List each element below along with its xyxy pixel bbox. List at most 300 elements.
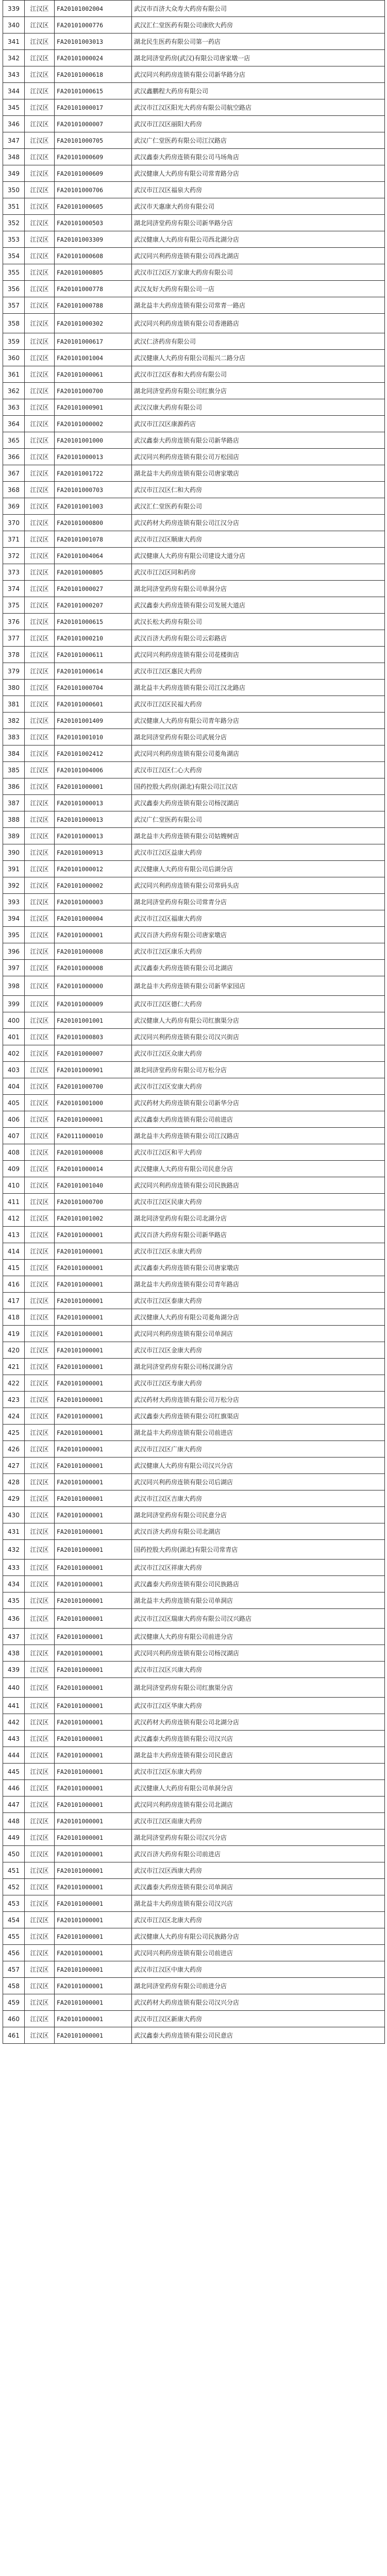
- pharmacy-name-cell: 武汉鑫鹏程大药房有限公司: [132, 83, 385, 99]
- pharmacy-name-cell: 武汉鑫泰大药房连锁有限公司唐家墩店: [132, 1260, 385, 1276]
- table-row: [3, 33, 385, 50]
- license-code-cell: FA20101000013: [55, 811, 132, 828]
- row-number: 409: [3, 1161, 25, 1177]
- pharmacy-name-cell: 武汉市江汉区泰康大药房: [132, 1293, 385, 1309]
- table-row: [3, 614, 385, 630]
- pharmacy-name-cell: 武汉药材大药房连锁有限公司江汉分店: [132, 515, 385, 531]
- row-number: 351: [3, 198, 25, 215]
- pharmacy-name-cell: 武汉市江汉区同和药房: [132, 564, 385, 581]
- pharmacy-name-cell: 武汉药材大药房连锁有限公司新华分店: [132, 1095, 385, 1111]
- table-row: [3, 264, 385, 281]
- pharmacy-name-cell: 湖北同济堂药房有限公司杨汊湖分店: [132, 1359, 385, 1375]
- table-row: [3, 1128, 385, 1144]
- row-number: 453: [3, 1895, 25, 1912]
- row-number: 435: [3, 1592, 25, 1609]
- pharmacy-name-cell: 武汉市江汉区德仁大药房: [132, 996, 385, 1012]
- pharmacy-name-cell: 武汉市江汉区仁心大药房: [132, 762, 385, 778]
- pharmacy-name-cell: 武汉鑫泰大药房连锁有限公司单洞店: [132, 1879, 385, 1895]
- table-row: [3, 910, 385, 927]
- table-row: [3, 149, 385, 165]
- row-number: 392: [3, 877, 25, 894]
- row-number: 419: [3, 1326, 25, 1342]
- district-cell: 江汉区: [25, 1425, 55, 1441]
- table-row: [3, 17, 385, 33]
- district-cell: 江汉区: [25, 1629, 55, 1645]
- district-cell: 江汉区: [25, 729, 55, 745]
- table-row: [3, 1961, 385, 1978]
- district-cell: 江汉区: [25, 1012, 55, 1029]
- row-number: 383: [3, 729, 25, 745]
- row-number: 397: [3, 960, 25, 976]
- table-row: [3, 449, 385, 465]
- row-number: 447: [3, 1797, 25, 1813]
- table-row: [3, 248, 385, 264]
- district-cell: 江汉区: [25, 1978, 55, 1994]
- pharmacy-name-cell: 武汉鑫泰大药房连锁有限公司马场角店: [132, 149, 385, 165]
- table-row: [3, 1276, 385, 1293]
- row-number: 342: [3, 50, 25, 66]
- row-number: 406: [3, 1111, 25, 1128]
- district-cell: 江汉区: [25, 149, 55, 165]
- table-row: [3, 1879, 385, 1895]
- row-number: 451: [3, 1862, 25, 1879]
- license-code-cell: FA20101000001: [55, 1764, 132, 1780]
- table-row: [3, 1260, 385, 1276]
- pharmacy-name-cell: 武汉鑫泰大药房连锁有限公司汉兴店: [132, 1731, 385, 1747]
- pharmacy-name-cell: 武汉市江汉区永康大药房: [132, 1243, 385, 1260]
- license-code-cell: FA20101000605: [55, 198, 132, 215]
- row-number: 380: [3, 680, 25, 696]
- district-cell: 江汉区: [25, 663, 55, 680]
- table-row: [3, 894, 385, 910]
- license-code-cell: FA20101000001: [55, 1276, 132, 1293]
- pharmacy-name-cell: 武汉鑫泰大药房连锁有限公司民意店: [132, 2027, 385, 2044]
- table-row: [3, 281, 385, 297]
- district-cell: 江汉区: [25, 927, 55, 943]
- pharmacy-name-cell: 湖北益丰大药房连锁有限公司青年路店: [132, 1276, 385, 1293]
- license-code-cell: FA20101000001: [55, 1629, 132, 1645]
- pharmacy-name-cell: 武汉百济大药房有限公司唐家墩店: [132, 927, 385, 943]
- district-cell: 江汉区: [25, 399, 55, 416]
- district-cell: 江汉区: [25, 1764, 55, 1780]
- pharmacy-name-cell: 武汉市江汉区康乐大药房: [132, 943, 385, 960]
- row-number: 420: [3, 1342, 25, 1359]
- license-code-cell: FA20101000805: [55, 564, 132, 581]
- pharmacy-name-cell: 武汉健康人大药房有限公司前进分店: [132, 1629, 385, 1645]
- row-number: 459: [3, 1994, 25, 2011]
- row-number: 353: [3, 231, 25, 248]
- district-cell: 江汉区: [25, 66, 55, 83]
- license-code-cell: FA20101000008: [55, 1144, 132, 1161]
- table-row: [3, 795, 385, 811]
- district-cell: 江汉区: [25, 297, 55, 314]
- pharmacy-name-cell: 武汉市江汉区吉康大药房: [132, 1490, 385, 1507]
- license-code-cell: FA20101000703: [55, 482, 132, 498]
- row-number: 427: [3, 1458, 25, 1474]
- row-number: 418: [3, 1309, 25, 1326]
- table-row: [3, 416, 385, 432]
- district-cell: 江汉区: [25, 1309, 55, 1326]
- table-row: [3, 1425, 385, 1441]
- license-code-cell: FA20101000001: [55, 1714, 132, 1731]
- row-number: 343: [3, 66, 25, 83]
- district-cell: 江汉区: [25, 1507, 55, 1523]
- district-cell: 江汉区: [25, 778, 55, 795]
- row-number: 416: [3, 1276, 25, 1293]
- pharmacy-name-cell: 武汉百济大药房有限公司北湖店: [132, 1523, 385, 1540]
- license-code-cell: FA20101001010: [55, 729, 132, 745]
- pharmacy-name-cell: 湖北益丰大药房连锁有限公司江汉北路店: [132, 680, 385, 696]
- license-code-cell: FA20101000061: [55, 366, 132, 383]
- row-number: 366: [3, 449, 25, 465]
- district-cell: 江汉区: [25, 861, 55, 877]
- table-row: [3, 1576, 385, 1592]
- row-number: 387: [3, 795, 25, 811]
- pharmacy-name-cell: 武汉鑫泰大药房连锁有限公司红旗渠店: [132, 1408, 385, 1425]
- license-code-cell: FA20101000013: [55, 449, 132, 465]
- row-number: 424: [3, 1408, 25, 1425]
- license-code-cell: FA20101000001: [55, 1474, 132, 1490]
- row-number: 444: [3, 1747, 25, 1764]
- row-number: 367: [3, 465, 25, 482]
- table-row: [3, 1797, 385, 1813]
- table-row: [3, 1359, 385, 1375]
- pharmacy-name-cell: 武汉市江汉区春和大药房有限公司: [132, 366, 385, 383]
- pharmacy-name-cell: 武汉同兴利药房连锁有限公司新华路分店: [132, 66, 385, 83]
- license-code-cell: FA20101000601: [55, 696, 132, 713]
- table-row: [3, 996, 385, 1012]
- district-cell: 江汉区: [25, 1862, 55, 1879]
- table-row: [3, 432, 385, 449]
- pharmacy-name-cell: 武汉市江汉区新康大药房: [132, 2011, 385, 2027]
- row-number: 371: [3, 531, 25, 548]
- license-code-cell: FA20101000901: [55, 1062, 132, 1078]
- license-code-cell: FA20101000700: [55, 1078, 132, 1095]
- license-code-cell: FA20101000001: [55, 1490, 132, 1507]
- pharmacy-name-cell: 武汉同兴利药房连锁有限公司北湖店: [132, 1797, 385, 1813]
- pharmacy-name-cell: 武汉同兴利药房连锁有限公司西北湖店: [132, 248, 385, 264]
- table-body: [3, 1, 385, 2044]
- pharmacy-name-cell: 武汉市江汉区阳光大药房有限公司航空路店: [132, 99, 385, 116]
- license-code-cell: FA20101000000: [55, 976, 132, 996]
- license-code-cell: FA20101000001: [55, 1342, 132, 1359]
- license-code-cell: FA20101000027: [55, 581, 132, 597]
- license-code-cell: FA20101000014: [55, 1161, 132, 1177]
- district-cell: 江汉区: [25, 581, 55, 597]
- row-number: 399: [3, 996, 25, 1012]
- pharmacy-name-cell: 国药控股大药房(湖北)有限公司江汉店: [132, 778, 385, 795]
- license-code-cell: FA20101001002: [55, 1210, 132, 1227]
- row-number: 443: [3, 1731, 25, 1747]
- district-cell: 江汉区: [25, 1177, 55, 1194]
- row-number: 408: [3, 1144, 25, 1161]
- pharmacy-name-cell: 武汉仁济药房有限公司: [132, 333, 385, 350]
- district-cell: 江汉区: [25, 564, 55, 581]
- pharmacy-name-cell: 湖北益丰大药房连锁有限公司姑嫂树店: [132, 828, 385, 844]
- row-number: 433: [3, 1560, 25, 1576]
- pharmacy-name-cell: 武汉药材大药房连锁有限公司万松分店: [132, 1392, 385, 1408]
- table-row: [3, 1078, 385, 1095]
- row-number: 421: [3, 1359, 25, 1375]
- license-code-cell: FA20101000207: [55, 597, 132, 614]
- table-row: [3, 713, 385, 729]
- district-cell: 江汉区: [25, 1523, 55, 1540]
- row-number: 386: [3, 778, 25, 795]
- table-row: [3, 198, 385, 215]
- table-row: [3, 1293, 385, 1309]
- row-number: 341: [3, 33, 25, 50]
- row-number: 407: [3, 1128, 25, 1144]
- pharmacy-name-cell: 湖北益丰大药房连锁有限公司唐家墩店: [132, 465, 385, 482]
- district-cell: 江汉区: [25, 1731, 55, 1747]
- license-code-cell: FA20101000013: [55, 828, 132, 844]
- license-code-cell: FA20101000001: [55, 1678, 132, 1698]
- row-number: 454: [3, 1912, 25, 1928]
- pharmacy-name-cell: 武汉市江汉区丽阳大药房: [132, 116, 385, 132]
- table-row: [3, 1764, 385, 1780]
- license-code-cell: FA20101000001: [55, 1945, 132, 1961]
- district-cell: 江汉区: [25, 960, 55, 976]
- pharmacy-name-cell: 武汉健康人大药房有限公司后湖分店: [132, 861, 385, 877]
- district-cell: 江汉区: [25, 1928, 55, 1945]
- row-number: 446: [3, 1780, 25, 1797]
- row-number: 396: [3, 943, 25, 960]
- district-cell: 江汉区: [25, 1375, 55, 1392]
- district-cell: 江汉区: [25, 1645, 55, 1662]
- license-code-cell: FA20101000001: [55, 1523, 132, 1540]
- district-cell: 江汉区: [25, 1662, 55, 1678]
- row-number: 434: [3, 1576, 25, 1592]
- row-number: 400: [3, 1012, 25, 1029]
- license-code-cell: FA20101000001: [55, 1994, 132, 2011]
- table-row: [3, 50, 385, 66]
- license-code-cell: FA20101000001: [55, 1243, 132, 1260]
- row-number: 395: [3, 927, 25, 943]
- pharmacy-name-cell: 湖北益丰大药房连锁有限公司汉兴店: [132, 1895, 385, 1912]
- table-row: [3, 215, 385, 231]
- license-code-cell: FA20101000001: [55, 1747, 132, 1764]
- table-row: [3, 663, 385, 680]
- pharmacy-name-cell: 武汉市江汉区众康大药房: [132, 1045, 385, 1062]
- row-number: 374: [3, 581, 25, 597]
- license-code-cell: FA20101000001: [55, 1359, 132, 1375]
- district-cell: 江汉区: [25, 1698, 55, 1714]
- district-cell: 江汉区: [25, 828, 55, 844]
- license-code-cell: FA20101000001: [55, 1260, 132, 1276]
- license-code-cell: FA20101004006: [55, 762, 132, 778]
- license-code-cell: FA20101000001: [55, 1441, 132, 1458]
- license-code-cell: FA20101000001: [55, 1293, 132, 1309]
- pharmacy-name-cell: 武汉鑫泰大药房连锁有限公司新华路店: [132, 432, 385, 449]
- license-code-cell: FA20101001722: [55, 465, 132, 482]
- district-cell: 江汉区: [25, 1243, 55, 1260]
- license-code-cell: FA20101000778: [55, 281, 132, 297]
- table-row: [3, 498, 385, 515]
- row-number: 437: [3, 1629, 25, 1645]
- row-number: 373: [3, 564, 25, 581]
- row-number: 381: [3, 696, 25, 713]
- pharmacy-list-table: [3, 0, 385, 2044]
- table-row: [3, 828, 385, 844]
- pharmacy-name-cell: 武汉市江汉区金康大药房: [132, 1342, 385, 1359]
- row-number: 445: [3, 1764, 25, 1780]
- table-row: [3, 1243, 385, 1260]
- pharmacy-name-cell: 湖北同济堂药房有限公司北湖分店: [132, 1210, 385, 1227]
- district-cell: 江汉区: [25, 1293, 55, 1309]
- row-number: 389: [3, 828, 25, 844]
- district-cell: 江汉区: [25, 1392, 55, 1408]
- table-row: [3, 581, 385, 597]
- pharmacy-name-cell: 武汉友好大药房有限公司一店: [132, 281, 385, 297]
- table-row: [3, 1161, 385, 1177]
- pharmacy-name-cell: 武汉市江汉区安康大药房: [132, 1078, 385, 1095]
- district-cell: 江汉区: [25, 795, 55, 811]
- pharmacy-name-cell: 武汉市江汉区西康大药房: [132, 1862, 385, 1879]
- district-cell: 江汉区: [25, 432, 55, 449]
- license-code-cell: FA20101000001: [55, 2027, 132, 2044]
- table-row: [3, 1, 385, 17]
- pharmacy-name-cell: 湖北益丰大药房连锁有限公司民意店: [132, 1747, 385, 1764]
- license-code-cell: FA20101000800: [55, 515, 132, 531]
- license-code-cell: FA20101000611: [55, 647, 132, 663]
- table-row: [3, 1012, 385, 1029]
- row-number: 348: [3, 149, 25, 165]
- district-cell: 江汉区: [25, 99, 55, 116]
- pharmacy-name-cell: 湖北同济堂药房有限公司万松分店: [132, 1062, 385, 1078]
- license-code-cell: FA20101000013: [55, 795, 132, 811]
- district-cell: 江汉区: [25, 877, 55, 894]
- row-number: 415: [3, 1260, 25, 1276]
- table-row: [3, 778, 385, 795]
- row-number: 384: [3, 745, 25, 762]
- district-cell: 江汉区: [25, 1678, 55, 1698]
- pharmacy-name-cell: 武汉同兴利药房连锁有限公司香港路店: [132, 314, 385, 333]
- table-row: [3, 1177, 385, 1194]
- license-code-cell: FA20101000001: [55, 1829, 132, 1846]
- license-code-cell: FA20101000002: [55, 877, 132, 894]
- table-row: [3, 1731, 385, 1747]
- table-row: [3, 1326, 385, 1342]
- table-row: [3, 182, 385, 198]
- table-row: [3, 465, 385, 482]
- table-row: [3, 1609, 385, 1629]
- license-code-cell: FA20101000704: [55, 680, 132, 696]
- table-row: [3, 1912, 385, 1928]
- pharmacy-name-cell: 武汉百济大药房有限公司新华路店: [132, 1227, 385, 1243]
- row-number: 404: [3, 1078, 25, 1095]
- table-row: [3, 680, 385, 696]
- table-row: [3, 333, 385, 350]
- pharmacy-name-cell: 湖北益丰大药房连锁有限公司常青一路店: [132, 297, 385, 314]
- pharmacy-name-cell: 武汉市江汉区康源药店: [132, 416, 385, 432]
- license-code-cell: FA20101000001: [55, 1662, 132, 1678]
- table-row: [3, 1408, 385, 1425]
- row-number: 344: [3, 83, 25, 99]
- row-number: 370: [3, 515, 25, 531]
- table-row: [3, 1829, 385, 1846]
- row-number: 456: [3, 1945, 25, 1961]
- row-number: 365: [3, 432, 25, 449]
- row-number: 372: [3, 548, 25, 564]
- row-number: 375: [3, 597, 25, 614]
- pharmacy-name-cell: 武汉市江汉区和平大药房: [132, 1144, 385, 1161]
- district-cell: 江汉区: [25, 614, 55, 630]
- district-cell: 江汉区: [25, 281, 55, 297]
- row-number: 422: [3, 1375, 25, 1392]
- pharmacy-name-cell: 武汉鑫泰大药房连锁有限公司前进店: [132, 1111, 385, 1128]
- pharmacy-name-cell: 武汉同兴利药房连锁有限公司前进店: [132, 1945, 385, 1961]
- district-cell: 江汉区: [25, 1359, 55, 1375]
- table-row: [3, 1474, 385, 1490]
- table-row: [3, 1928, 385, 1945]
- district-cell: 江汉区: [25, 910, 55, 927]
- table-row: [3, 165, 385, 182]
- license-code-cell: FA20101000805: [55, 264, 132, 281]
- district-cell: 江汉区: [25, 1161, 55, 1177]
- table-row: [3, 1111, 385, 1128]
- table-row: [3, 861, 385, 877]
- district-cell: 江汉区: [25, 1210, 55, 1227]
- table-row: [3, 630, 385, 647]
- district-cell: 江汉区: [25, 1078, 55, 1095]
- district-cell: 江汉区: [25, 1490, 55, 1507]
- district-cell: 江汉区: [25, 976, 55, 996]
- pharmacy-name-cell: 武汉汇仁堂医药有限公司: [132, 498, 385, 515]
- district-cell: 江汉区: [25, 647, 55, 663]
- table-row: [3, 1560, 385, 1576]
- row-number: 382: [3, 713, 25, 729]
- district-cell: 江汉区: [25, 465, 55, 482]
- district-cell: 江汉区: [25, 165, 55, 182]
- row-number: 428: [3, 1474, 25, 1490]
- district-cell: 江汉区: [25, 264, 55, 281]
- pharmacy-name-cell: 湖北民生医药有限公司第一药店: [132, 33, 385, 50]
- district-cell: 江汉区: [25, 531, 55, 548]
- license-code-cell: FA20101003013: [55, 33, 132, 50]
- row-number: 340: [3, 17, 25, 33]
- license-code-cell: FA20101000001: [55, 1797, 132, 1813]
- pharmacy-name-cell: 湖北益丰大药房连锁有限公司江汉路店: [132, 1128, 385, 1144]
- district-cell: 江汉区: [25, 943, 55, 960]
- table-row: [3, 1507, 385, 1523]
- license-code-cell: FA20101000001: [55, 1862, 132, 1879]
- license-code-cell: FA20101000608: [55, 248, 132, 264]
- district-cell: 江汉区: [25, 1945, 55, 1961]
- pharmacy-name-cell: 湖北益丰大药房连锁有限公司单洞店: [132, 1592, 385, 1609]
- row-number: 412: [3, 1210, 25, 1227]
- license-code-cell: FA20101000007: [55, 116, 132, 132]
- license-code-cell: FA20101000617: [55, 333, 132, 350]
- district-cell: 江汉区: [25, 83, 55, 99]
- pharmacy-name-cell: 武汉健康人大药房有限公司常青路分店: [132, 165, 385, 182]
- table-row: [3, 1813, 385, 1829]
- district-cell: 江汉区: [25, 844, 55, 861]
- table-row: [3, 1029, 385, 1045]
- license-code-cell: FA20101002004: [55, 1, 132, 17]
- row-number: 417: [3, 1293, 25, 1309]
- district-cell: 江汉区: [25, 1474, 55, 1490]
- district-cell: 江汉区: [25, 811, 55, 828]
- table-row: [3, 1678, 385, 1698]
- license-code-cell: FA20101000001: [55, 1645, 132, 1662]
- district-cell: 江汉区: [25, 1912, 55, 1928]
- row-number: 430: [3, 1507, 25, 1523]
- pharmacy-name-cell: 武汉市江汉区福康大药房: [132, 910, 385, 927]
- district-cell: 江汉区: [25, 548, 55, 564]
- table-row: [3, 1698, 385, 1714]
- row-number: 403: [3, 1062, 25, 1078]
- table-row: [3, 83, 385, 99]
